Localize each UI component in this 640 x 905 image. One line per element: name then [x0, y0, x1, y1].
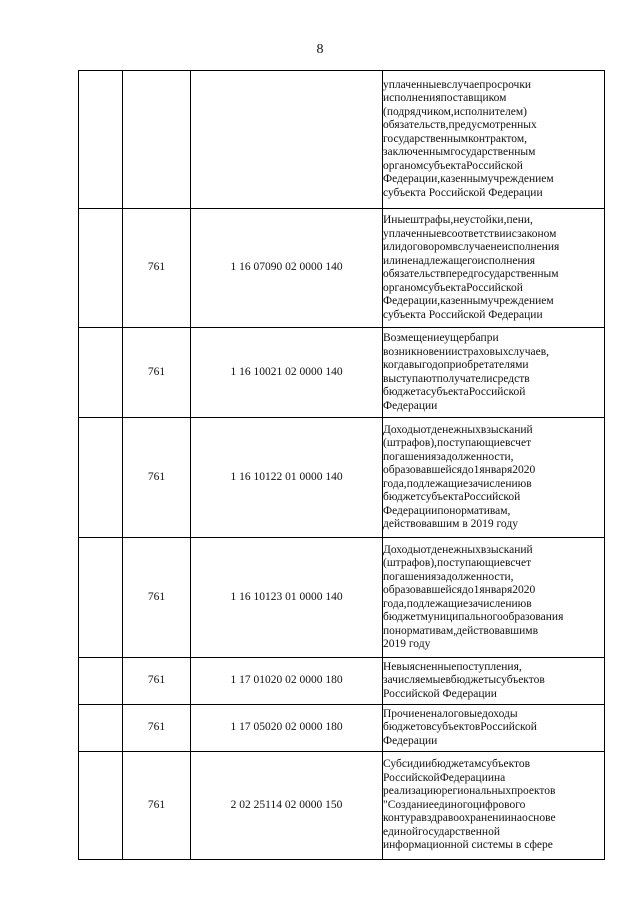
- blank-cell: [79, 71, 123, 209]
- description-line: понормативам,действовавшимв: [383, 624, 538, 637]
- description-line: органомсубъектаРоссийской: [383, 159, 523, 172]
- admin-code-cell: 761: [123, 752, 191, 860]
- description-cell: [383, 658, 605, 705]
- description-cell: [383, 538, 605, 658]
- description-line: (штрафов),поступающиевсчет: [383, 437, 532, 449]
- description-line: информационной системы в сфере: [383, 839, 553, 852]
- blank-cell: [79, 658, 123, 705]
- description-cell: [383, 705, 605, 752]
- table-row: [79, 418, 605, 538]
- description-line: выступаютполучателисредств: [383, 372, 530, 385]
- revenue-code-cell: 2 02 25114 02 0000 150: [191, 752, 383, 860]
- revenue-code-cell: 1 16 10123 01 0000 140: [191, 538, 383, 658]
- description-line: реализациюрегиональныхпроектов: [383, 785, 556, 798]
- description-line: Иныештрафы,неустойки,пени,: [383, 214, 533, 226]
- description-line: илиненадлежащегоисполнения: [383, 254, 536, 267]
- description-line: действовавшим в 2019 году: [383, 518, 518, 530]
- description-cell: [383, 752, 605, 860]
- description-line: Федерациипонормативам,: [383, 504, 511, 517]
- description-line: субъекта Российской Федерации: [383, 308, 543, 321]
- description-line: Федерации: [383, 399, 438, 412]
- description-line: субъекта Российской Федерации: [383, 186, 543, 199]
- description-line: Доходыотденежныхвзысканий: [383, 423, 533, 436]
- description-line: Федерации,казеннымучреждением: [383, 295, 554, 307]
- revenue-code-cell: 1 16 10021 02 0000 140: [191, 328, 383, 418]
- description-line: органомсубъектаРоссийской: [383, 281, 523, 294]
- table-row: [79, 538, 605, 658]
- description-cell: [383, 71, 605, 209]
- description-cell: [383, 418, 605, 538]
- page-number: 8: [316, 42, 324, 57]
- revenue-code-cell: [191, 71, 383, 209]
- description-line: бюджетсубъектаРоссийской: [383, 491, 521, 503]
- description-line: единойгосударственной: [383, 825, 500, 838]
- admin-code-cell: 761: [123, 418, 191, 538]
- blank-cell: [79, 209, 123, 328]
- description-line: года,подлежащиезачислениюв: [383, 477, 532, 490]
- description-line: обязательствпередгосударственным: [383, 268, 559, 280]
- revenue-code-cell: 1 16 07090 02 0000 140: [191, 209, 383, 328]
- description-line: Прочиененалоговыедоходы: [383, 707, 518, 720]
- blank-cell: [79, 418, 123, 538]
- table-row: [79, 705, 605, 752]
- description-line: Субсидиибюджетамсубъектов: [383, 758, 531, 771]
- table-row: [79, 328, 605, 418]
- table-row: [79, 209, 605, 328]
- description-line: Федерации,казеннымучреждением: [383, 173, 554, 186]
- description-line: Невыясненныепоступления,: [383, 660, 522, 673]
- description-line: уплаченныевсоответствиисзаконом: [383, 227, 557, 240]
- description-line: заключеннымгосударственным: [383, 146, 536, 159]
- table-row: [79, 71, 605, 209]
- description-cell: [383, 209, 605, 328]
- description-line: образовавшейсядо1января2020: [383, 584, 536, 596]
- description-line: погашениязадолженности,: [383, 450, 514, 463]
- description-line: бюджетовсубъектовРоссийской: [383, 721, 537, 734]
- description-line: уплаченныевслучаепросрочки: [383, 78, 532, 91]
- blank-cell: [79, 538, 123, 658]
- description-line: погашениязадолженности,: [383, 570, 514, 583]
- description-line: когдавыгодоприобретателями: [383, 359, 529, 371]
- description-line: Федерации: [383, 734, 438, 747]
- blank-cell: [79, 705, 123, 752]
- blank-cell: [79, 328, 123, 418]
- revenue-codes-table: [78, 70, 605, 860]
- description-cell: [383, 328, 605, 418]
- blank-cell: [79, 752, 123, 860]
- description-line: контуравздравоохранениинаоснове: [383, 812, 556, 825]
- admin-code-cell: 761: [123, 328, 191, 418]
- description-line: образовавшейсядо1января2020: [383, 464, 536, 476]
- admin-code-cell: 761: [123, 658, 191, 705]
- description-line: исполненияпоставщиком: [383, 92, 507, 105]
- description-line: года,подлежащиезачислениюв: [383, 597, 532, 610]
- description-line: РоссийскойФедерациина: [383, 771, 506, 784]
- revenue-code-cell: 1 17 05020 02 0000 180: [191, 705, 383, 752]
- description-line: бюджетасубъектаРоссийской: [383, 386, 526, 398]
- description-line: зачисляемыевбюджетысубъектов: [383, 674, 545, 687]
- description-line: (штрафов),поступающиевсчет: [383, 557, 532, 569]
- description-line: "Созданиеединогоцифрового: [383, 798, 526, 811]
- admin-code-cell: [123, 71, 191, 209]
- description-line: государственнымконтрактом,: [383, 132, 527, 145]
- description-line: (подрядчиком,исполнителем): [383, 105, 527, 118]
- table-row: [79, 752, 605, 860]
- description-line: 2019 году: [383, 638, 431, 650]
- revenue-code-cell: 1 17 01020 02 0000 180: [191, 658, 383, 705]
- admin-code-cell: 761: [123, 538, 191, 658]
- description-line: бюджетмуниципальногообразования: [383, 611, 564, 623]
- admin-code-cell: 761: [123, 705, 191, 752]
- table-row: [79, 658, 605, 705]
- description-line: обязательств,предусмотренных: [383, 119, 537, 132]
- description-line: илидоговоромвслучаенеисполнения: [383, 241, 560, 253]
- description-line: Возмещениеущербапри: [383, 332, 499, 344]
- revenue-code-cell: 1 16 10122 01 0000 140: [191, 418, 383, 538]
- admin-code-cell: 761: [123, 209, 191, 328]
- description-line: Российской Федерации: [383, 687, 497, 700]
- description-line: Доходыотденежныхвзысканий: [383, 543, 533, 556]
- description-line: возникновениистраховыхслучаев,: [383, 345, 550, 358]
